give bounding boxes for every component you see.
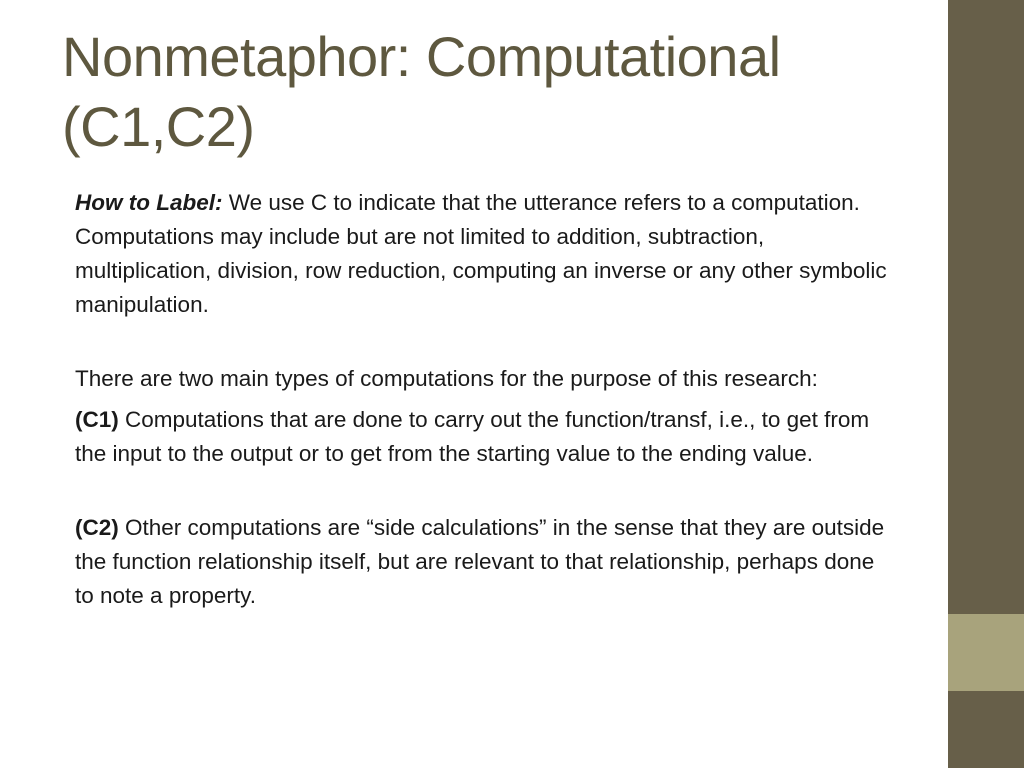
how-to-label-paragraph bbox=[75, 186, 895, 322]
c1-paragraph bbox=[75, 403, 895, 471]
slide-body bbox=[75, 186, 895, 613]
how-to-label-text: We use C to indicate that the utterance refers to a computation. Computations may include but are not limited to addition, subtraction, multiplication, division, row reduction, computing an inverse or any other symbolic manipulation. bbox=[75, 190, 887, 317]
c2-paragraph bbox=[75, 511, 895, 613]
c2-label: (C2) bbox=[75, 515, 119, 540]
c1-label: (C1) bbox=[75, 407, 119, 432]
c1-text: Computations that are done to carry out the function/transf, i.e., to get from the input to the output or to get from the starting value to the ending value. bbox=[75, 407, 870, 466]
slide-title: Nonmetaphor: Computational (C1,C2) bbox=[62, 25, 781, 158]
types-intro-paragraph: There are two main types of computations for the purpose of this research: bbox=[75, 366, 818, 391]
how-to-label-heading: How to Label: bbox=[75, 190, 223, 215]
c2-text: Other computations are “side calculations” in the sense that they are outside the function relationship itself, but are relevant to that relationship, perhaps done to note a property. bbox=[75, 515, 885, 608]
side-accent-block bbox=[948, 614, 1024, 691]
